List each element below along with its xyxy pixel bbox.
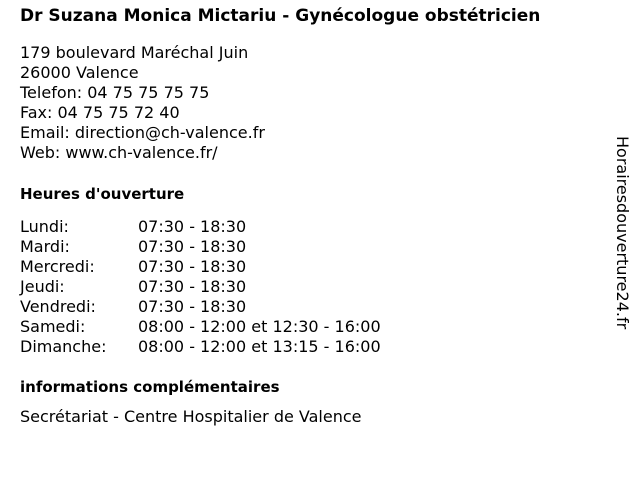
site-watermark: Horairesdouverture24.fr	[613, 136, 632, 330]
hours-time: 07:30 - 18:30	[138, 237, 247, 256]
opening-hours-heading: Heures d'ouverture	[20, 185, 185, 203]
fax-number: Fax: 04 75 75 72 40	[20, 103, 180, 122]
hours-day: Mardi:	[20, 237, 70, 256]
hours-time: 08:00 - 12:00 et 12:30 - 16:00	[138, 317, 381, 336]
phone-number[interactable]: Telefon: 04 75 75 75 75	[20, 83, 210, 102]
hours-day: Jeudi:	[20, 277, 65, 296]
additional-info-text: Secrétariat - Centre Hospitalier de Valence	[20, 407, 362, 426]
hours-day: Mercredi:	[20, 257, 95, 276]
hours-time: 07:30 - 18:30	[138, 277, 247, 296]
hours-time: 07:30 - 18:30	[138, 217, 247, 236]
hours-row	[20, 257, 610, 277]
additional-info-heading: informations complémentaires	[20, 378, 280, 396]
hours-row	[20, 277, 610, 297]
hours-row	[20, 217, 610, 237]
hours-row	[20, 297, 610, 317]
email-address[interactable]: Email: direction@ch-valence.fr	[20, 123, 265, 142]
opening-hours-table	[20, 217, 610, 357]
listing-content	[20, 6, 610, 427]
hours-day: Lundi:	[20, 217, 69, 236]
street-address: 179 boulevard Maréchal Juin	[20, 43, 249, 62]
hours-day: Samedi:	[20, 317, 86, 336]
hours-time: 08:00 - 12:00 et 13:15 - 16:00	[138, 337, 381, 356]
hours-time: 07:30 - 18:30	[138, 297, 247, 316]
website-link[interactable]: Web: www.ch-valence.fr/	[20, 143, 218, 162]
page-title: Dr Suzana Monica Mictariu - Gynécologue obstétricien	[20, 6, 541, 26]
hours-row	[20, 317, 610, 337]
contact-block	[20, 43, 610, 163]
city-address: 26000 Valence	[20, 63, 139, 82]
hours-row	[20, 337, 610, 357]
hours-day: Dimanche:	[20, 337, 107, 356]
hours-row	[20, 237, 610, 257]
hours-day: Vendredi:	[20, 297, 96, 316]
hours-time: 07:30 - 18:30	[138, 257, 247, 276]
